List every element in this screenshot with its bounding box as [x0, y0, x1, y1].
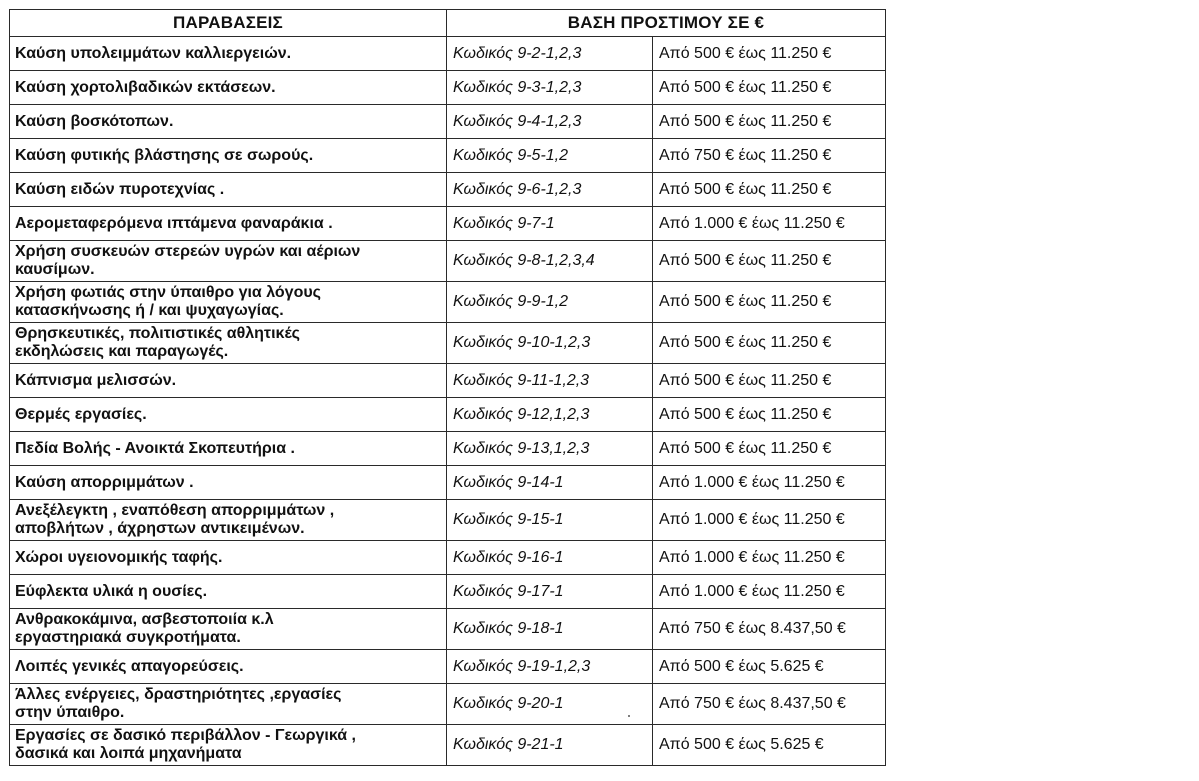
fines-table [9, 9, 886, 766]
code-cell: Κωδικός 9-19-1,2,3 [447, 650, 653, 684]
table-row [10, 105, 886, 139]
table-row [10, 139, 886, 173]
table-row [10, 207, 886, 241]
violation-cell: Κάπνισμα μελισσών. [10, 364, 447, 398]
violation-cell: Άλλες ενέργειες, δραστηριότητες ,εργασίες στην ύπαιθρο. [10, 684, 447, 725]
code-cell: Κωδικός 9-16-1 [447, 541, 653, 575]
fine-range-cell: Από 500 € έως 11.250 € [653, 241, 886, 282]
code-cell: Κωδικός 9-8-1,2,3,4 [447, 241, 653, 282]
code-cell: Κωδικός 9-7-1 [447, 207, 653, 241]
table-row [10, 37, 886, 71]
violation-cell: Καύση βοσκότοπων. [10, 105, 447, 139]
table-row [10, 541, 886, 575]
code-cell: Κωδικός 9-18-1 [447, 609, 653, 650]
violation-cell: Πεδία Βολής - Ανοικτά Σκοπευτήρια . [10, 432, 447, 466]
violation-cell: Καύση υπολειμμάτων καλλιεργειών. [10, 37, 447, 71]
fine-range-cell: Από 1.000 € έως 11.250 € [653, 207, 886, 241]
code-cell: Κωδικός 9-5-1,2 [447, 139, 653, 173]
table-row [10, 282, 886, 323]
table-row [10, 500, 886, 541]
table-row [10, 650, 886, 684]
table-row [10, 725, 886, 766]
fine-range-cell: Από 750 € έως 11.250 € [653, 139, 886, 173]
fine-range-cell: Από 500 € έως 11.250 € [653, 105, 886, 139]
fines-document [9, 9, 885, 766]
fine-range-cell: Από 1.000 € έως 11.250 € [653, 575, 886, 609]
fine-range-cell: Από 500 € έως 5.625 € [653, 650, 886, 684]
fine-range-cell: Από 750 € έως 8.437,50 € [653, 684, 886, 725]
code-cell: Κωδικός 9-15-1 [447, 500, 653, 541]
code-cell: Κωδικός 9-6-1,2,3 [447, 173, 653, 207]
violation-cell: Εργασίες σε δασικό περιβάλλον - Γεωργικά , δασικά και λοιπά μηχανήματα [10, 725, 447, 766]
violation-cell: Θρησκευτικές, πολιτιστικές αθλητικές εκδηλώσεις και παραγωγές. [10, 323, 447, 364]
code-cell: Κωδικός 9-13,1,2,3 [447, 432, 653, 466]
fine-range-cell: Από 500 € έως 11.250 € [653, 71, 886, 105]
violation-cell: Εύφλεκτα υλικά η ουσίες. [10, 575, 447, 609]
fine-range-cell: Από 1.000 € έως 11.250 € [653, 541, 886, 575]
code-cell: Κωδικός 9-11-1,2,3 [447, 364, 653, 398]
violation-cell: Χρήση φωτιάς στην ύπαιθρο για λόγους κατασκήνωσης ή / και ψυχαγωγίας. [10, 282, 447, 323]
fine-range-cell: Από 500 € έως 11.250 € [653, 364, 886, 398]
code-cell: Κωδικός 9-21-1 [447, 725, 653, 766]
violation-cell: Καύση απορριμμάτων . [10, 466, 447, 500]
fine-range-cell: Από 500 € έως 11.250 € [653, 37, 886, 71]
code-cell: Κωδικός 9-10-1,2,3 [447, 323, 653, 364]
violation-cell: Καύση χορτολιβαδικών εκτάσεων. [10, 71, 447, 105]
fine-range-cell: Από 750 € έως 8.437,50 € [653, 609, 886, 650]
violation-cell: Χώροι υγειονομικής ταφής. [10, 541, 447, 575]
scan-speck [628, 715, 630, 717]
fine-range-cell: Από 500 € έως 11.250 € [653, 323, 886, 364]
table-body [10, 37, 886, 766]
fine-range-cell: Από 500 € έως 11.250 € [653, 398, 886, 432]
table-row [10, 398, 886, 432]
table-row [10, 71, 886, 105]
violation-cell: Ανθρακοκάμινα, ασβεστοποιία κ.λ εργαστηριακά συγκροτήματα. [10, 609, 447, 650]
table-row [10, 466, 886, 500]
fine-range-cell: Από 1.000 € έως 11.250 € [653, 500, 886, 541]
table-row [10, 173, 886, 207]
violation-cell: Λοιπές γενικές απαγορεύσεις. [10, 650, 447, 684]
header-fine-basis: ΒΑΣΗ ΠΡΟΣΤΙΜΟΥ ΣΕ € [447, 10, 886, 37]
table-row [10, 323, 886, 364]
table-row [10, 364, 886, 398]
fine-range-cell: Από 500 € έως 11.250 € [653, 432, 886, 466]
code-cell: Κωδικός 9-9-1,2 [447, 282, 653, 323]
code-cell: Κωδικός 9-20-1 [447, 684, 653, 725]
header-violations: ΠΑΡΑΒΑΣΕΙΣ [10, 10, 447, 37]
violation-cell: Καύση φυτικής βλάστησης σε σωρούς. [10, 139, 447, 173]
table-row [10, 609, 886, 650]
code-cell: Κωδικός 9-4-1,2,3 [447, 105, 653, 139]
violation-cell: Καύση ειδών πυροτεχνίας . [10, 173, 447, 207]
fine-range-cell: Από 500 € έως 11.250 € [653, 282, 886, 323]
code-cell: Κωδικός 9-3-1,2,3 [447, 71, 653, 105]
code-cell: Κωδικός 9-2-1,2,3 [447, 37, 653, 71]
violation-cell: Χρήση συσκευών στερεών υγρών και αέριων καυσίμων. [10, 241, 447, 282]
violation-cell: Θερμές εργασίες. [10, 398, 447, 432]
table-row [10, 241, 886, 282]
code-cell: Κωδικός 9-14-1 [447, 466, 653, 500]
table-row [10, 575, 886, 609]
fine-range-cell: Από 500 € έως 11.250 € [653, 173, 886, 207]
table-row [10, 432, 886, 466]
fine-range-cell: Από 500 € έως 5.625 € [653, 725, 886, 766]
table-row [10, 684, 886, 725]
table-header-row [10, 10, 886, 37]
violation-cell: Αερομεταφερόμενα ιπτάμενα φαναράκια . [10, 207, 447, 241]
code-cell: Κωδικός 9-17-1 [447, 575, 653, 609]
violation-cell: Ανεξέλεγκτη , εναπόθεση απορριμμάτων , αποβλήτων , άχρηστων αντικειμένων. [10, 500, 447, 541]
fine-range-cell: Από 1.000 € έως 11.250 € [653, 466, 886, 500]
code-cell: Κωδικός 9-12,1,2,3 [447, 398, 653, 432]
